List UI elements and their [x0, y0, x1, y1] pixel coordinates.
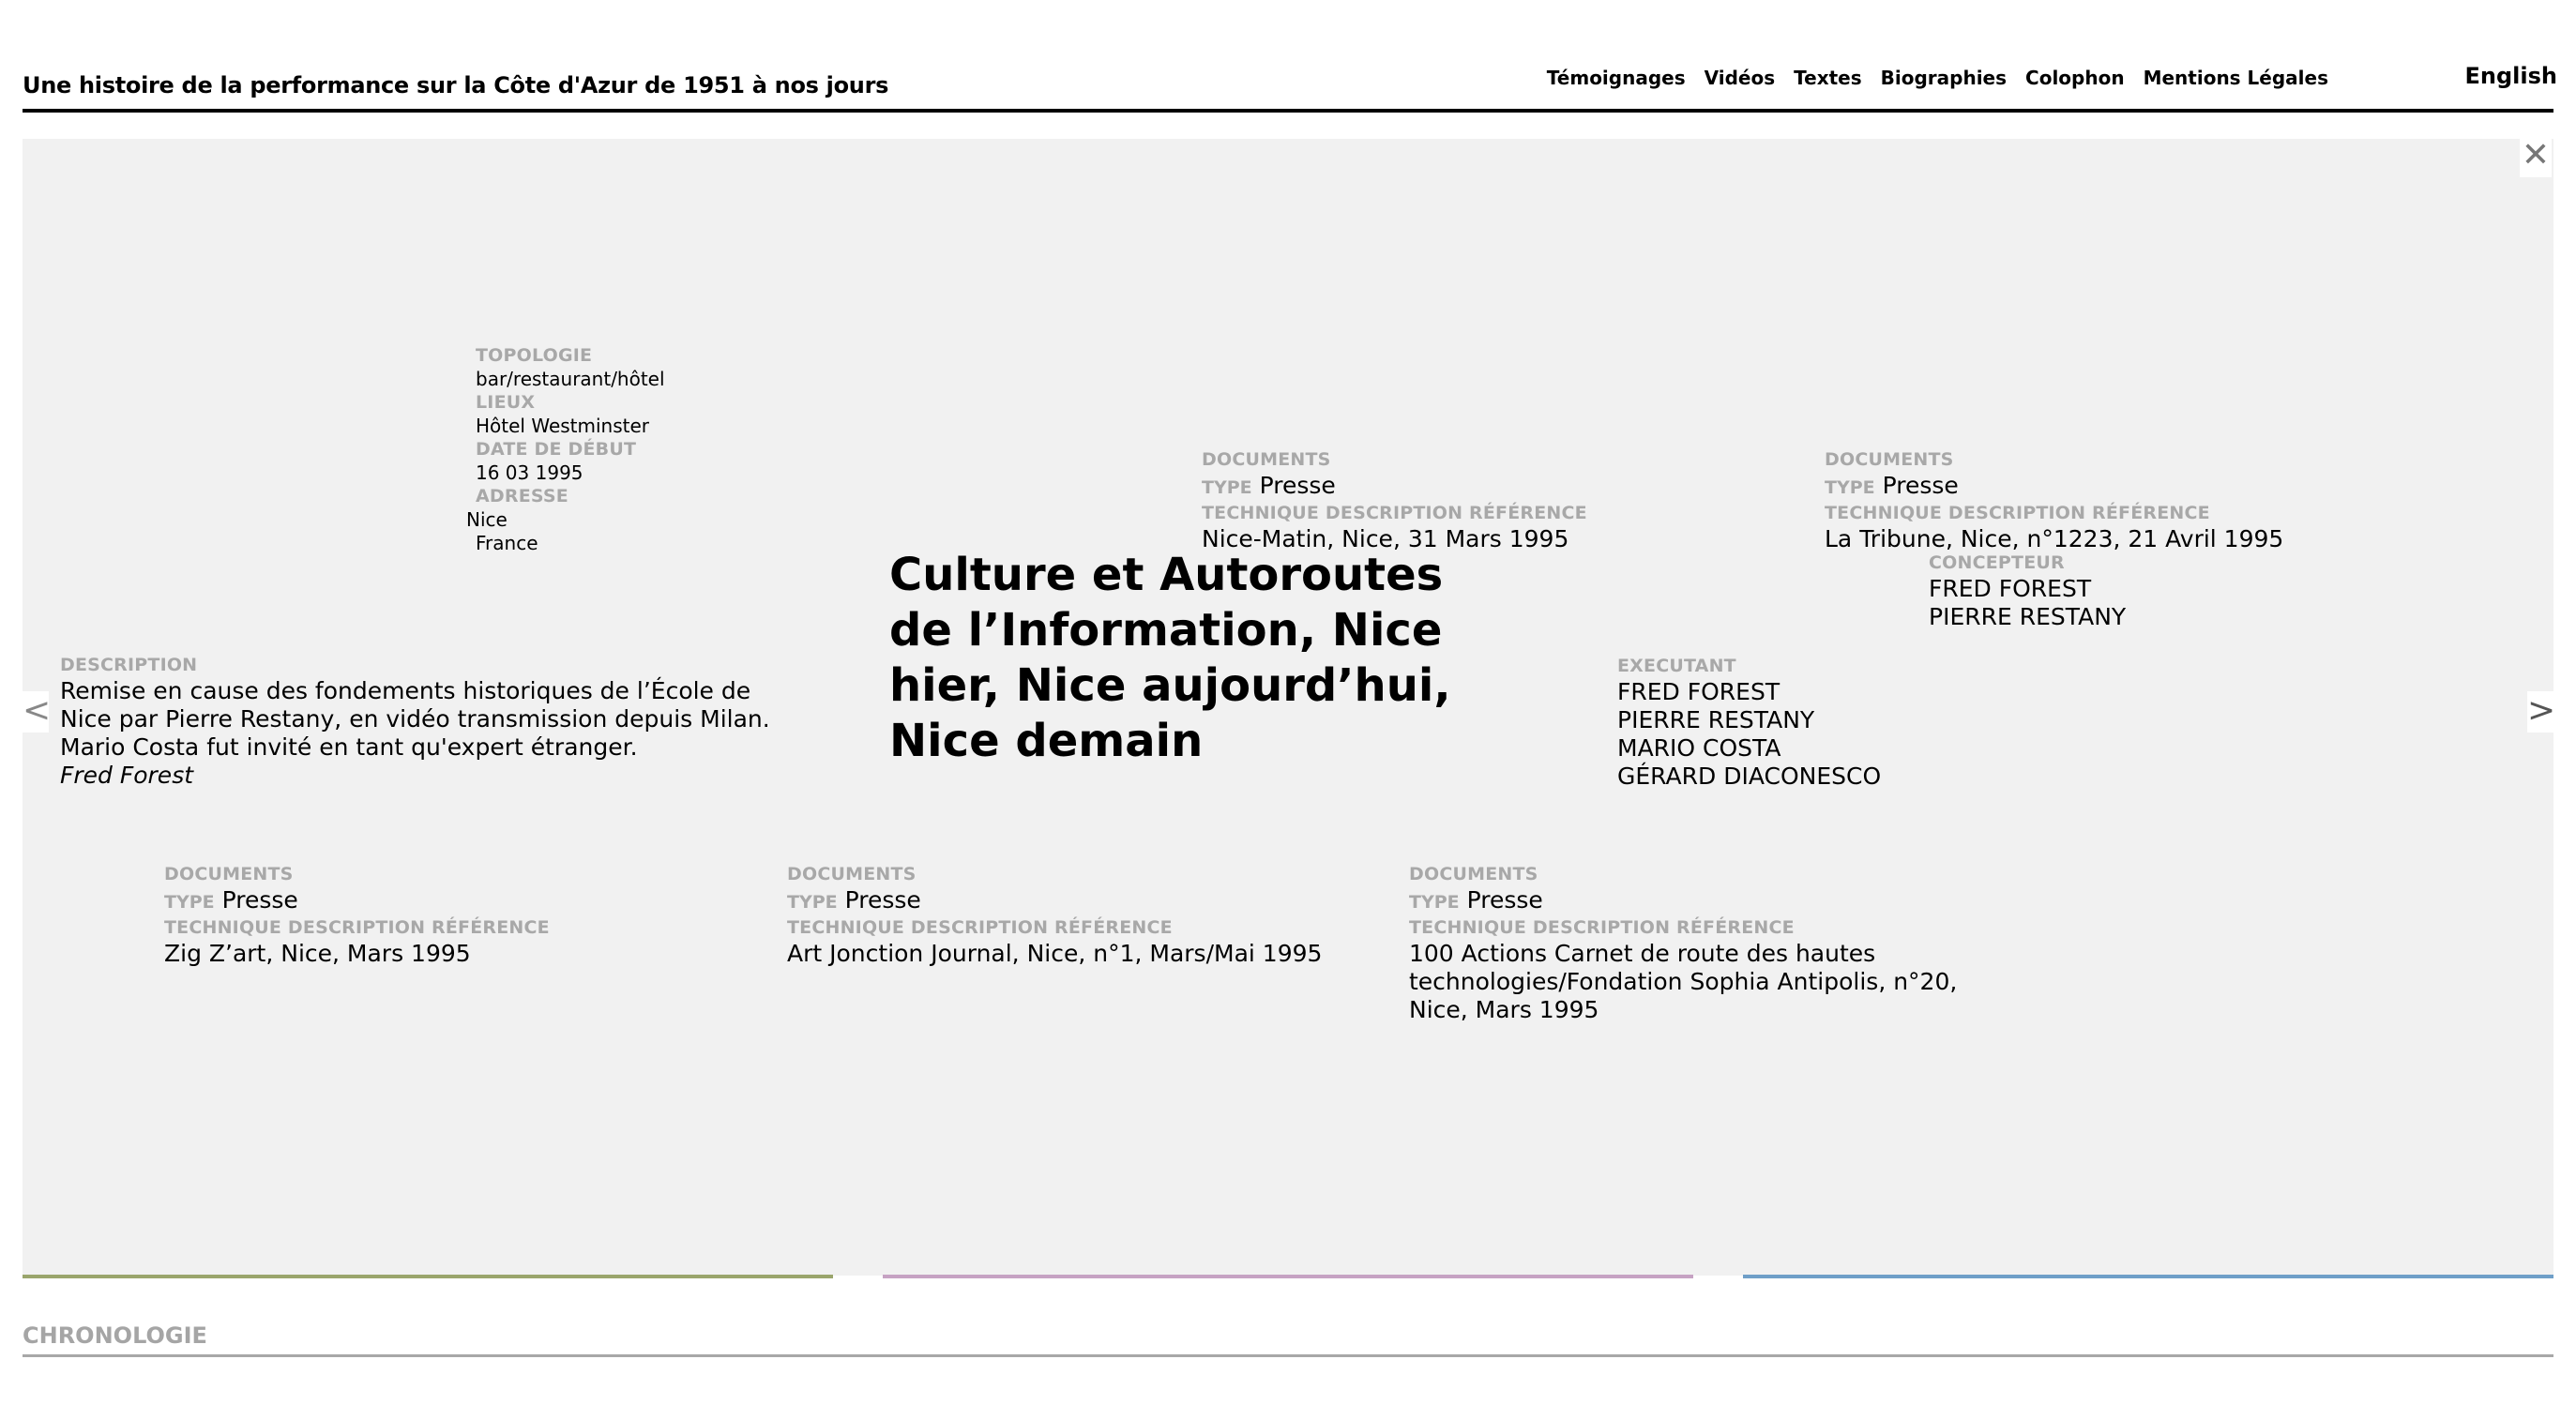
- close-icon[interactable]: ✕: [2520, 136, 2552, 177]
- nav-mentions-legales[interactable]: Mentions Légales: [2143, 67, 2328, 89]
- nav-biographies[interactable]: Biographies: [1880, 67, 2008, 89]
- document-type: Presse: [844, 886, 921, 914]
- description-author: Fred Forest: [60, 762, 194, 789]
- type-label: TYPE: [787, 892, 838, 913]
- document-card: [164, 863, 550, 968]
- header-divider: [23, 109, 2553, 113]
- executant-label: EXECUTANT: [1617, 656, 1736, 676]
- topologie-label: TOPOLOGIE: [476, 345, 593, 366]
- document-type: Presse: [1259, 472, 1336, 499]
- chronologie-heading[interactable]: CHRONOLOGIE: [23, 1322, 207, 1349]
- document-reference: Art Jonction Journal, Nice, n°1, Mars/Mai 1995: [787, 940, 1323, 967]
- documents-label: DOCUMENTS: [164, 864, 294, 884]
- documents-label: DOCUMENTS: [1202, 449, 1331, 470]
- document-card: [1825, 448, 2283, 553]
- document-type: Presse: [1466, 886, 1543, 914]
- next-arrow-icon[interactable]: >: [2527, 691, 2553, 733]
- document-reference: 100 Actions Carnet de route des hautes technologies/Fondation Sophia Antipolis, n°20, Nice, Mars 1995: [1409, 940, 1958, 1023]
- technique-label: TECHNIQUE DESCRIPTION RÉFÉRENCE: [164, 917, 550, 938]
- technique-label: TECHNIQUE DESCRIPTION RÉFÉRENCE: [1825, 503, 2210, 523]
- technique-label: TECHNIQUE DESCRIPTION RÉFÉRENCE: [1409, 917, 1795, 938]
- concepteur-name: PIERRE RESTANY: [1929, 603, 2127, 630]
- executant-name: FRED FOREST: [1617, 678, 1780, 705]
- concepteur-block: [1929, 551, 2126, 631]
- technique-label: TECHNIQUE DESCRIPTION RÉFÉRENCE: [787, 917, 1173, 938]
- category-bar-green: [23, 1275, 833, 1278]
- document-reference: Zig Z’art, Nice, Mars 1995: [164, 940, 471, 967]
- date-label: DATE DE DÉBUT: [476, 439, 637, 460]
- type-label: TYPE: [1825, 477, 1875, 498]
- event-title: Culture et Autoroutes de l’Information, Nice hier, Nice aujourd’hui, Nice demain: [889, 549, 1451, 767]
- previous-arrow-icon[interactable]: <: [23, 691, 49, 733]
- adresse-city: Nice: [466, 508, 508, 531]
- category-bar-pink: [883, 1275, 1693, 1278]
- description-block: [60, 654, 792, 790]
- adresse-label: ADRESSE: [476, 486, 568, 506]
- date-value: 16 03 1995: [476, 461, 583, 484]
- executant-name: GÉRARD DIACONESCO: [1617, 763, 1882, 790]
- site-title[interactable]: Une histoire de la performance sur la Côte d'Azur de 1951 à nos jours: [23, 72, 889, 98]
- language-switch[interactable]: English: [2464, 63, 2557, 89]
- documents-label: DOCUMENTS: [1825, 449, 1954, 470]
- nav-textes[interactable]: Textes: [1794, 67, 1862, 89]
- documents-label: DOCUMENTS: [1409, 864, 1538, 884]
- document-card: [1202, 448, 1587, 553]
- description-label: DESCRIPTION: [60, 655, 198, 675]
- nav-temoignages[interactable]: Témoignages: [1546, 67, 1686, 89]
- nav-videos[interactable]: Vidéos: [1704, 67, 1776, 89]
- technique-label: TECHNIQUE DESCRIPTION RÉFÉRENCE: [1202, 503, 1587, 523]
- executant-block: [1617, 655, 1881, 791]
- documents-label: DOCUMENTS: [787, 864, 917, 884]
- description-text: Remise en cause des fondements historiques de l’École de Nice par Pierre Restany, en vidéo transmission depuis Milan. Mario Costa fut invité en tant qu'expert étranger.: [60, 677, 770, 761]
- category-bar-blue: [1743, 1275, 2553, 1278]
- document-reference: Nice-Matin, Nice, 31 Mars 1995: [1202, 525, 1569, 552]
- top-nav: [1547, 67, 2328, 89]
- chronologie-divider: [23, 1354, 2553, 1357]
- event-info: [466, 344, 665, 555]
- document-type: Presse: [221, 886, 298, 914]
- executant-name: MARIO COSTA: [1617, 734, 1781, 762]
- document-card: [1409, 863, 1981, 1024]
- topologie-value: bar/restaurant/hôtel: [476, 368, 665, 390]
- lieux-label: LIEUX: [476, 392, 536, 413]
- document-reference: La Tribune, Nice, n°1223, 21 Avril 1995: [1825, 525, 2284, 552]
- lieux-value: Hôtel Westminster: [476, 415, 650, 437]
- type-label: TYPE: [164, 892, 215, 913]
- nav-colophon[interactable]: Colophon: [2025, 67, 2125, 89]
- concepteur-label: CONCEPTEUR: [1929, 552, 2065, 573]
- document-card: [787, 863, 1322, 968]
- type-label: TYPE: [1202, 477, 1252, 498]
- concepteur-name: FRED FOREST: [1929, 575, 2092, 602]
- executant-name: PIERRE RESTANY: [1617, 706, 1815, 733]
- type-label: TYPE: [1409, 892, 1460, 913]
- document-type: Presse: [1882, 472, 1959, 499]
- adresse-country: France: [476, 532, 538, 554]
